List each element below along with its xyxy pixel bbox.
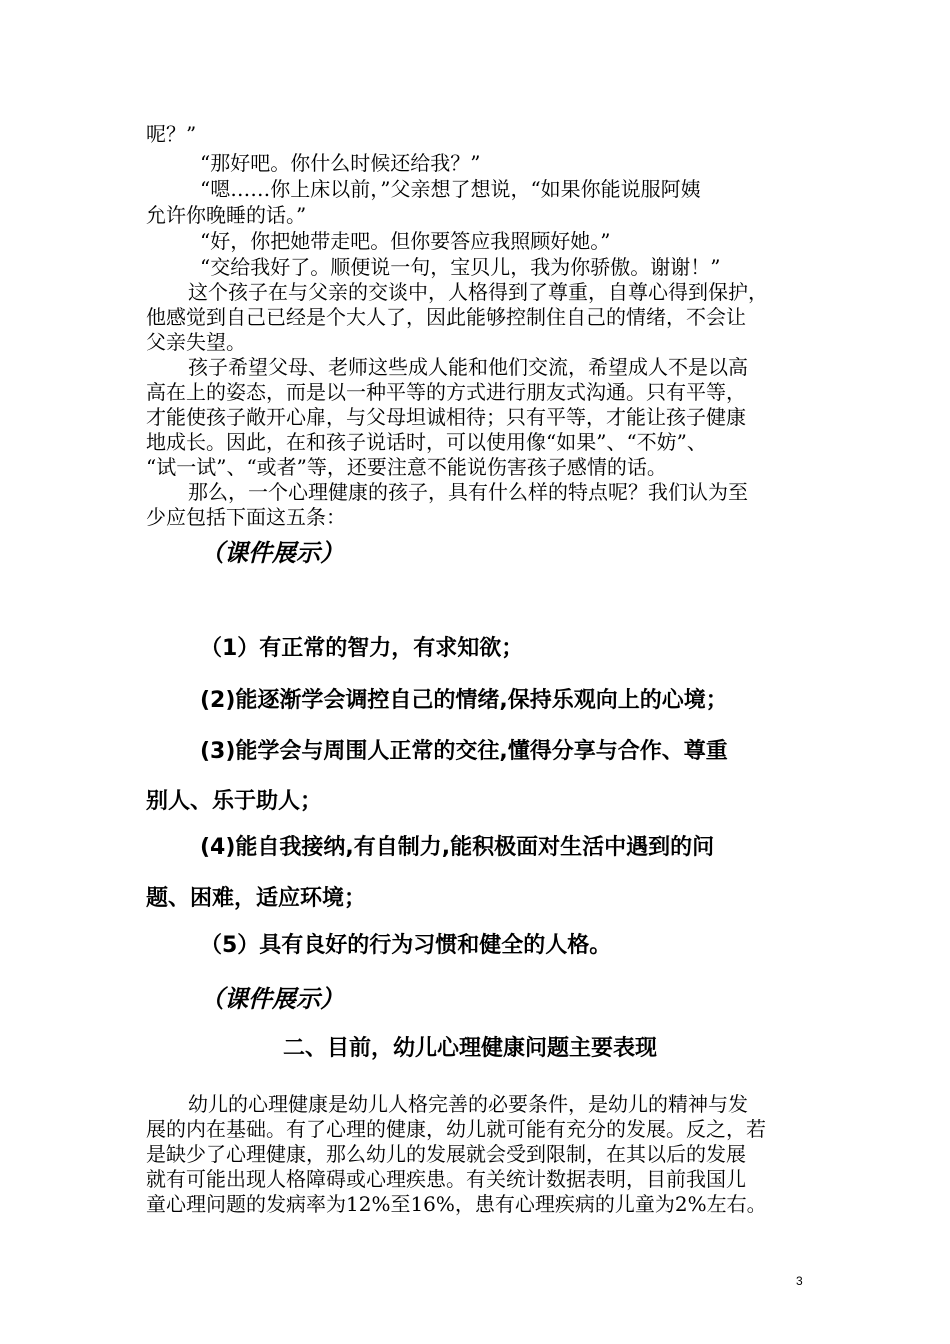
text-line: “试一试”、“或者”等，还要注意不能说伤害孩子感情的话。 [146, 455, 667, 479]
text-line: “嗯……你上床以前，”父亲想了想说，“如果你能说服阿姨 [200, 177, 701, 201]
text-line: 展的内在基础。有了心理的健康，幼儿就可能有充分的发展。反之，若 [146, 1117, 766, 1141]
text-line: 呢？” [146, 122, 197, 146]
text-line: 幼儿的心理健康是幼儿人格完善的必要条件，是幼儿的精神与发 [188, 1092, 748, 1116]
list-item: （5）具有良好的行为习惯和健全的人格。 [200, 933, 612, 958]
list-item: (4)能自我接纳,有自制力,能积极面对生活中遇到的问 [200, 835, 715, 860]
text-line: 是缺少了心理健康，那么幼儿的发展就会受到限制，在其以后的发展 [146, 1142, 746, 1166]
list-item: (3)能学会与周围人正常的交往,懂得分享与合作、尊重 [200, 739, 728, 764]
list-item: (2)能逐渐学会调控自己的情绪,保持乐观向上的心境； [200, 688, 728, 713]
text-line: 童心理问题的发病率为12%至16%，患有心理疾病的儿童为2%左右。 [146, 1192, 767, 1216]
list-item: （1）有正常的智力，有求知欲； [200, 636, 524, 661]
text-line: 父亲失望。 [146, 330, 246, 354]
list-item-continuation: 别人、乐于助人； [146, 789, 323, 814]
courseware-label: （课件展示） [200, 985, 344, 1013]
text-line: 那么，一个心理健康的孩子，具有什么样的特点呢？我们认为至 [188, 480, 748, 504]
courseware-label: （课件展示） [200, 539, 344, 567]
text-line: 才能使孩子敞开心扉，与父母坦诚相待；只有平等，才能让孩子健康 [146, 405, 746, 429]
list-item-continuation: 题、困难，适应环境； [146, 886, 367, 911]
text-line: 地成长。因此，在和孩子说话时，可以使用像“如果”、“不妨”、 [146, 430, 707, 454]
text-line: “交给我好了。顺便说一句，宝贝儿，我为你骄傲。谢谢！” [200, 255, 721, 279]
text-line: 少应包括下面这五条： [146, 505, 346, 529]
text-line: 允许你晚睡的话。” [146, 203, 307, 227]
text-line: 就有可能出现人格障碍或心理疾患。有关统计数据表明，目前我国儿 [146, 1167, 746, 1191]
text-line: 他感觉到自己已经是个大人了，因此能够控制住自己的情绪，不会让 [146, 305, 746, 329]
text-line: “好，你把她带走吧。但你要答应我照顾好她。” [200, 229, 611, 253]
text-line: 高在上的姿态，而是以一种平等的方式进行朋友式沟通。只有平等， [146, 380, 746, 404]
text-line: “那好吧。你什么时候还给我？” [200, 151, 481, 175]
page-number: 3 [796, 1274, 803, 1288]
text-line: 这个孩子在与父亲的交谈中，人格得到了尊重，自尊心得到保护， [188, 280, 768, 304]
text-line: 孩子希望父母、老师这些成人能和他们交流，希望成人不是以高 [188, 355, 748, 379]
section-heading: 二、目前，幼儿心理健康问题主要表现 [283, 1036, 658, 1061]
